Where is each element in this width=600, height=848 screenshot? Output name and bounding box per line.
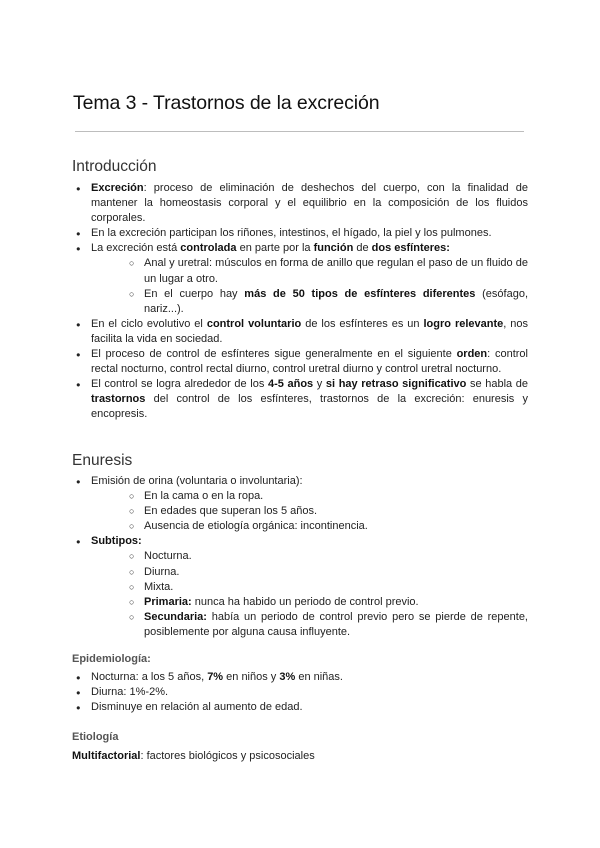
- bold-text: función: [313, 242, 354, 255]
- bold-text: orden: [456, 348, 488, 361]
- text-run: en niños y: [223, 671, 280, 683]
- text-run: Emisión de orina (voluntaria o involuntaria):: [91, 475, 303, 487]
- text-run: El control se logra alrededor de los: [91, 378, 268, 391]
- text-run: En el ciclo evolutivo el: [91, 317, 207, 330]
- list-item: [72, 241, 528, 256]
- subheading-etiologia: Etiología: [72, 731, 119, 743]
- sub-list-item: [72, 504, 528, 519]
- text-run: Mixta.: [144, 580, 174, 593]
- subheading-epidemiologia: Epidemiología:: [72, 653, 151, 665]
- bold-text: Subtipos:: [91, 535, 142, 548]
- list-item: [72, 474, 528, 489]
- title-divider: [75, 131, 524, 132]
- text-run: Diurna: 1%-2%.: [91, 686, 169, 699]
- bold-text: trastornos: [91, 393, 146, 406]
- text-run: En el cuerpo hay: [144, 287, 245, 300]
- bold-text: más de 50 tipos de esfínteres diferentes: [244, 287, 476, 300]
- text-run: En la cama o en la ropa.: [144, 490, 264, 503]
- section-heading-introduccion: Introducción: [72, 158, 157, 175]
- text-run: había un periodo de control previo pero se pierde de repente, posiblemente por alguna causa influyente.: [144, 610, 528, 638]
- bold-text: logro relevante: [423, 317, 504, 330]
- text-run: se habla de: [466, 378, 528, 391]
- list-item: [72, 670, 528, 685]
- text-run: El proceso de control de esfínteres sigue generalmente en el siguiente: [91, 348, 457, 361]
- list-item: [72, 700, 528, 715]
- text-run: Nocturna.: [144, 550, 192, 563]
- sub-list-item: [72, 595, 528, 610]
- text-run: , nos facilita la vida en sociedad.: [91, 317, 529, 345]
- bold-text: si hay retraso significativo: [325, 378, 467, 391]
- bold-text: Secundaria:: [144, 610, 207, 623]
- text-run: de los esfínteres es un: [301, 317, 424, 330]
- sub-list-item: [72, 610, 528, 640]
- text-run: En la excreción participan los riñones, intestinos, el hígado, la piel y los pulmones.: [91, 227, 492, 240]
- list-item: [72, 685, 528, 700]
- sub-list-item: [72, 565, 528, 580]
- text-run: y: [313, 378, 326, 391]
- text-run: Disminuye en relación al aumento de edad.: [91, 701, 303, 714]
- sub-list-item: [72, 256, 528, 286]
- text-run: del control de los esfínteres, trastornos de la excreción: enuresis y encopresis.: [91, 393, 528, 421]
- text-run: Ausencia de etiología orgánica: incontinencia.: [144, 520, 368, 533]
- bold-text: controlada: [180, 242, 237, 255]
- text-run: La excreción está: [91, 242, 181, 255]
- text-run: : factores biológicos y psicosociales: [140, 750, 315, 762]
- enuresis-list: [72, 474, 528, 640]
- list-item: [72, 347, 528, 377]
- text-run: en niñas.: [295, 671, 343, 683]
- text-run: : control rectal nocturno, control rectal diurno, control uretral diurno y control uretral nocturno.: [91, 348, 528, 376]
- text-run: Anal y uretral: músculos en forma de anillo que regulan el paso de un fluido de un lugar a otro.: [144, 257, 528, 285]
- text-run: en parte por la: [236, 242, 314, 255]
- sub-list-item: [72, 519, 528, 534]
- bold-text: Primaria:: [144, 595, 192, 608]
- section-heading-enuresis: Enuresis: [72, 452, 133, 469]
- list-item: [72, 226, 528, 241]
- text-run: nunca ha habido un periodo de control previo.: [191, 595, 419, 608]
- bold-text: control voluntario: [206, 317, 302, 330]
- bold-text: 4-5 años: [267, 378, 314, 391]
- list-item: [72, 377, 528, 422]
- bold-text: Multifactorial: [72, 750, 141, 762]
- list-item: [72, 534, 528, 549]
- sub-list-item: [72, 287, 528, 317]
- intro-list: [72, 181, 528, 423]
- sub-list-item: [72, 580, 528, 595]
- text-run: : proceso de eliminación de deshechos del cuerpo, con la finalidad de mantener la homeostasis corporal y el equilibrio en la composición de los fluidos corporales.: [91, 182, 528, 225]
- text-run: (esófago, nariz...).: [144, 287, 528, 315]
- text-run: Nocturna: a los 5 años,: [91, 671, 208, 683]
- bold-text: Excreción: [91, 182, 144, 194]
- bold-text: dos esfínteres:: [371, 242, 450, 255]
- bold-text: 7%: [207, 671, 224, 683]
- list-item: [72, 317, 528, 347]
- etiologia-text: [72, 749, 315, 764]
- text-run: de: [353, 242, 372, 255]
- list-item: [72, 181, 528, 226]
- epidemiologia-list: [72, 670, 528, 715]
- text-run: Diurna.: [144, 565, 180, 578]
- page-title: Tema 3 - Trastornos de la excreción: [73, 92, 380, 114]
- bold-text: 3%: [279, 671, 296, 683]
- sub-list-item: [72, 489, 528, 504]
- text-run: En edades que superan los 5 años.: [144, 505, 318, 518]
- sub-list-item: [72, 549, 528, 564]
